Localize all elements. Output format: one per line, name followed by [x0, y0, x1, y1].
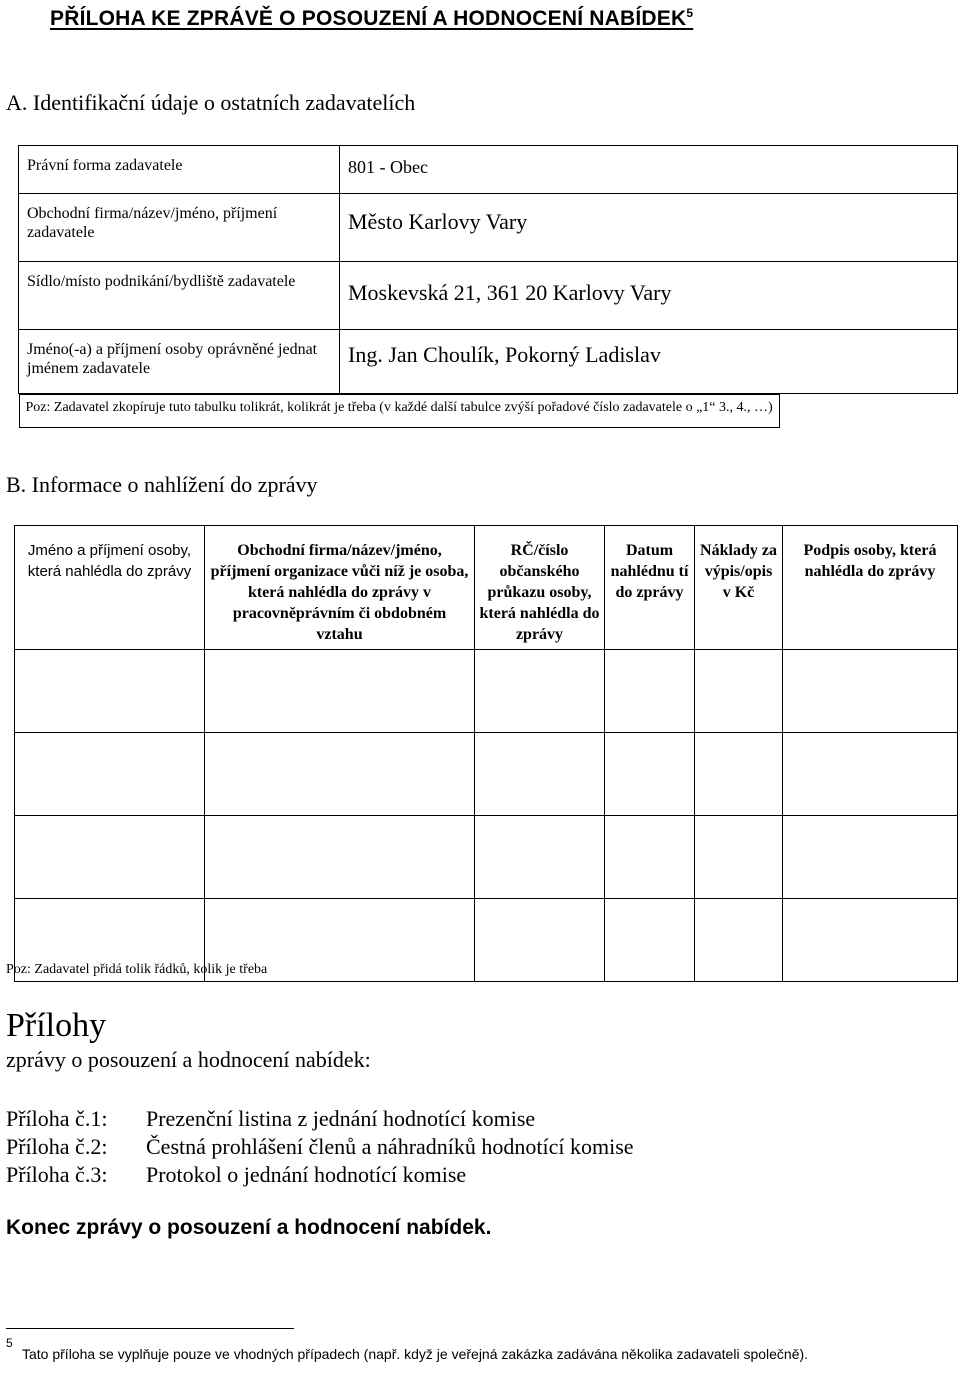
table-cell[interactable] — [783, 816, 958, 899]
attachment-number: Příloha č.3: — [6, 1162, 108, 1187]
footnote-divider — [6, 1328, 294, 1329]
table-row — [15, 733, 958, 816]
table-row — [15, 816, 958, 899]
table-row — [19, 394, 958, 395]
column-header-id-number: RČ/číslo občanského průkazu osoby, která nahlédla do zprávy — [475, 526, 605, 650]
column-header-date: Datum nahlédnu tí do zprávy — [605, 526, 695, 650]
table-cell[interactable] — [605, 650, 695, 733]
table-row — [19, 330, 958, 394]
table-cell[interactable] — [695, 899, 783, 982]
footnote-text: Tato příloha se vyplňuje pouze ve vhodných případech (např. když je veřejná zakázka zadávána několika zadavateli společně). — [22, 1346, 809, 1362]
table-cell[interactable] — [475, 816, 605, 899]
table-cell[interactable] — [783, 899, 958, 982]
company-name-label: Obchodní firma/název/jméno, příjmení zadavatele — [19, 194, 340, 262]
table-cell[interactable] — [783, 650, 958, 733]
contracting-authority-table — [18, 145, 958, 415]
authorized-person-label: Jméno(-a) a příjmení osoby oprávněné jednat jménem zadavatele — [19, 330, 340, 394]
legal-form-value: 801 - Obec — [348, 157, 428, 177]
column-header-costs: Náklady za výpis/opis v Kč — [695, 526, 783, 650]
table-row — [19, 146, 958, 194]
table-cell[interactable] — [205, 733, 475, 816]
table-cell[interactable] — [15, 816, 205, 899]
table-cell[interactable] — [695, 733, 783, 816]
table-cell[interactable] — [475, 650, 605, 733]
document-title-text: PŘÍLOHA KE ZPRÁVĚ O POSOUZENÍ A HODNOCENÍ NABÍDEK — [50, 7, 687, 30]
closing-statement: Konec zprávy o posouzení a hodnocení nabídek. — [6, 1216, 492, 1239]
column-header-signature: Podpis osoby, která nahlédla do zprávy — [783, 526, 958, 650]
column-header-name: Jméno a příjmení osoby, která nahlédla do zprávy — [15, 526, 205, 650]
attachment-item — [6, 1134, 634, 1160]
table-row — [19, 194, 958, 262]
table-cell[interactable] — [15, 733, 205, 816]
seat-label: Sídlo/místo podnikání/bydliště zadavatele — [19, 262, 340, 330]
section-b-note: Poz: Zadavatel přidá tolik řádků, kolik je třeba — [6, 962, 268, 977]
footnote-reference: 5 — [686, 6, 694, 20]
table-cell[interactable] — [475, 733, 605, 816]
table-cell[interactable] — [605, 899, 695, 982]
table-header-row — [15, 526, 958, 650]
legal-form-label: Právní forma zadavatele — [19, 146, 340, 194]
attachments-subheading: zprávy o posouzení a hodnocení nabídek: — [6, 1047, 371, 1072]
attachment-number: Příloha č.1: — [6, 1106, 108, 1131]
column-header-organization: Obchodní firma/název/jméno, příjmení organizace vůči níž je osoba, která nahlédla do zprávy v pracovněprávním či obdobném vztahu — [205, 526, 475, 650]
table-cell[interactable] — [695, 816, 783, 899]
footnote-number: 5 — [6, 1336, 13, 1350]
inspection-table — [14, 525, 958, 982]
table-cell[interactable] — [205, 650, 475, 733]
table-cell[interactable] — [605, 816, 695, 899]
table-cell[interactable] — [695, 650, 783, 733]
authorized-person-value: Ing. Jan Choulík, Pokorný Ladislav — [348, 342, 661, 367]
attachment-item — [6, 1106, 535, 1132]
table-cell[interactable] — [605, 733, 695, 816]
seat-value: Moskevská 21, 361 20 Karlovy Vary — [348, 280, 672, 305]
attachment-number: Příloha č.2: — [6, 1134, 108, 1159]
section-b-heading: B. Informace o nahlížení do zprávy — [6, 472, 318, 497]
section-a-note: Poz: Zadavatel zkopíruje tuto tabulku tolikrát, kolikrát je třeba (v každé další tabulce zvýší pořadové číslo zadavatele o „1“ 3., 4., …) — [19, 394, 780, 428]
table-cell[interactable] — [205, 816, 475, 899]
table-row — [19, 262, 958, 330]
attachments-heading: Přílohy — [6, 1007, 107, 1044]
attachment-text: Protokol o jednání hodnotící komise — [146, 1162, 467, 1187]
attachment-text: Čestná prohlášení členů a náhradníků hodnotící komise — [146, 1134, 634, 1159]
attachment-item — [6, 1162, 466, 1188]
table-cell[interactable] — [783, 733, 958, 816]
table-cell[interactable] — [475, 899, 605, 982]
document-title — [50, 6, 693, 31]
table-cell[interactable] — [15, 650, 205, 733]
company-name-value: Město Karlovy Vary — [348, 209, 528, 234]
table-row — [15, 650, 958, 733]
section-a-heading: A. Identifikační údaje o ostatních zadavatelích — [6, 90, 416, 115]
attachment-text: Prezenční listina z jednání hodnotící komise — [146, 1106, 536, 1131]
